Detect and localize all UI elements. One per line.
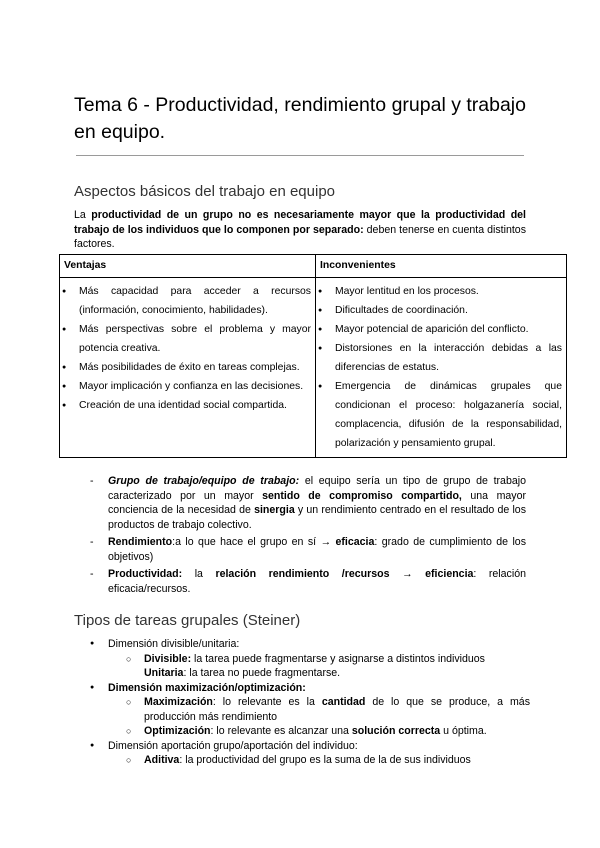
inconvenientes-list bbox=[318, 282, 562, 453]
intro-paragraph bbox=[74, 208, 526, 252]
subitem-text: de lo que se produce, a más producción más rendimiento bbox=[144, 696, 530, 723]
subitem-bold: solución correcta bbox=[351, 725, 441, 737]
subitem-text: : la productividad del grupo es la suma de la de sus individuos bbox=[179, 754, 471, 766]
definition-bold: relación rendimiento /recursos bbox=[215, 568, 390, 580]
list-item: ● Emergencia de dinámicas grupales que condicionan el proceso: holgazanería social, complacencia, difusión de la responsabilidad, polarización y pensamiento grupal. bbox=[318, 377, 562, 453]
definitions-list bbox=[90, 474, 526, 599]
definition-text: la bbox=[182, 568, 216, 580]
definition-grupo-trabajo bbox=[90, 474, 526, 532]
subitem-optimizacion bbox=[126, 724, 530, 739]
definition-text: y un rendimiento centrado en el resultado de los productos de trabajo colectivo. bbox=[108, 504, 526, 531]
subitem-maximizacion bbox=[126, 695, 530, 724]
subitem-text: la tarea puede fragmentarse y asignarse a distintos individuos bbox=[191, 652, 485, 665]
list-item: ● Mayor potencial de aparición del conflicto. bbox=[318, 320, 562, 339]
table-header-inconvenientes: Inconvenientes bbox=[316, 255, 567, 278]
dimension-divisible: ● Dimensión divisible/unitaria: bbox=[90, 637, 530, 652]
definition-text: :a lo que hace el grupo en sí → bbox=[172, 536, 336, 548]
inconvenientes-cell bbox=[316, 278, 567, 458]
subitem-term: Divisible: bbox=[144, 652, 192, 665]
list-item: ● Dificultades de coordinación. bbox=[318, 301, 562, 320]
subitem-term: Maximización bbox=[144, 696, 213, 708]
subitem-aditiva bbox=[126, 753, 530, 768]
definition-term: Rendimiento bbox=[108, 536, 173, 548]
list-item: ● Mayor lentitud en los procesos. bbox=[318, 282, 562, 301]
page-title: Tema 6 - Productividad, rendimiento grupal y trabajo en equipo. bbox=[74, 94, 526, 143]
definition-bold: sinergia bbox=[254, 504, 295, 516]
intro-text-1: La bbox=[74, 209, 92, 221]
subitem-text: : lo relevante es alcanzar una bbox=[210, 725, 352, 737]
list-item: ● Creación de una identidad social compartida. bbox=[62, 396, 311, 415]
definition-bold: eficacia bbox=[335, 536, 375, 548]
list-item: ● Mayor implicación y confianza en las decisiones. bbox=[62, 377, 311, 396]
definition-text: el equipo sería un tipo de grupo de trabajo caracterizado por un mayor bbox=[108, 475, 526, 502]
definition-bold: sentido de compromiso compartido, bbox=[262, 489, 462, 502]
ventajas-cell bbox=[60, 278, 316, 458]
definition-text: : relación eficacia/recursos. bbox=[108, 568, 526, 595]
subitem-term: Optimización bbox=[144, 725, 211, 737]
subitem-text: u óptima. bbox=[440, 725, 487, 737]
definition-rendimiento bbox=[90, 535, 526, 564]
subitem-term: Unitaria bbox=[144, 667, 184, 679]
subitem-text: : la tarea no puede fragmentarse. bbox=[183, 667, 341, 679]
list-item: ● Distorsiones en la interacción debidas a las diferencias de estatus. bbox=[318, 339, 562, 377]
ventajas-list bbox=[62, 282, 311, 415]
list-item: ● Más perspectivas sobre el problema y mayor potencia creativa. bbox=[62, 320, 311, 358]
title-divider bbox=[76, 155, 524, 156]
definition-text: una mayor conciencia de la necesidad de bbox=[108, 489, 527, 516]
table-header-ventajas: Ventajas bbox=[60, 255, 316, 278]
definition-term: Productividad: bbox=[108, 568, 183, 580]
comparison-table bbox=[59, 254, 567, 458]
definition-term: Grupo de trabajo/equipo de trabajo: bbox=[108, 475, 300, 487]
task-types-list bbox=[90, 637, 530, 768]
intro-bold: productividad de un grupo no es necesariamente mayor que la productividad del trabajo de los individuos que lo componen por separado: bbox=[74, 209, 527, 236]
section-heading-tipos: Tipos de tareas grupales (Steiner) bbox=[74, 612, 301, 629]
list-item: ● Más capacidad para acceder a recursos (información, conocimiento, habilidades). bbox=[62, 282, 311, 320]
list-item: ● Más posibilidades de éxito en tareas complejas. bbox=[62, 358, 311, 377]
definition-bold: eficiencia bbox=[425, 568, 474, 580]
dimension-maximizacion: ● Dimensión maximización/optimización: bbox=[90, 681, 530, 696]
definition-text: : grado de cumplimiento de los objetivos) bbox=[108, 536, 526, 563]
subitem-text: : lo relevante es la bbox=[212, 696, 322, 708]
dimension-aportacion: ● Dimensión aportación grupo/aportación del individuo: bbox=[90, 739, 530, 754]
definition-productividad bbox=[90, 567, 526, 596]
intro-text-2: deben tenerse en cuenta distintos factores. bbox=[74, 223, 526, 250]
subitem-divisible bbox=[126, 652, 530, 681]
definition-text: → bbox=[389, 568, 426, 580]
section-heading-aspectos: Aspectos básicos del trabajo en equipo bbox=[74, 183, 336, 200]
subitem-bold: cantidad bbox=[321, 696, 366, 708]
subitem-term: Aditiva bbox=[144, 754, 180, 766]
